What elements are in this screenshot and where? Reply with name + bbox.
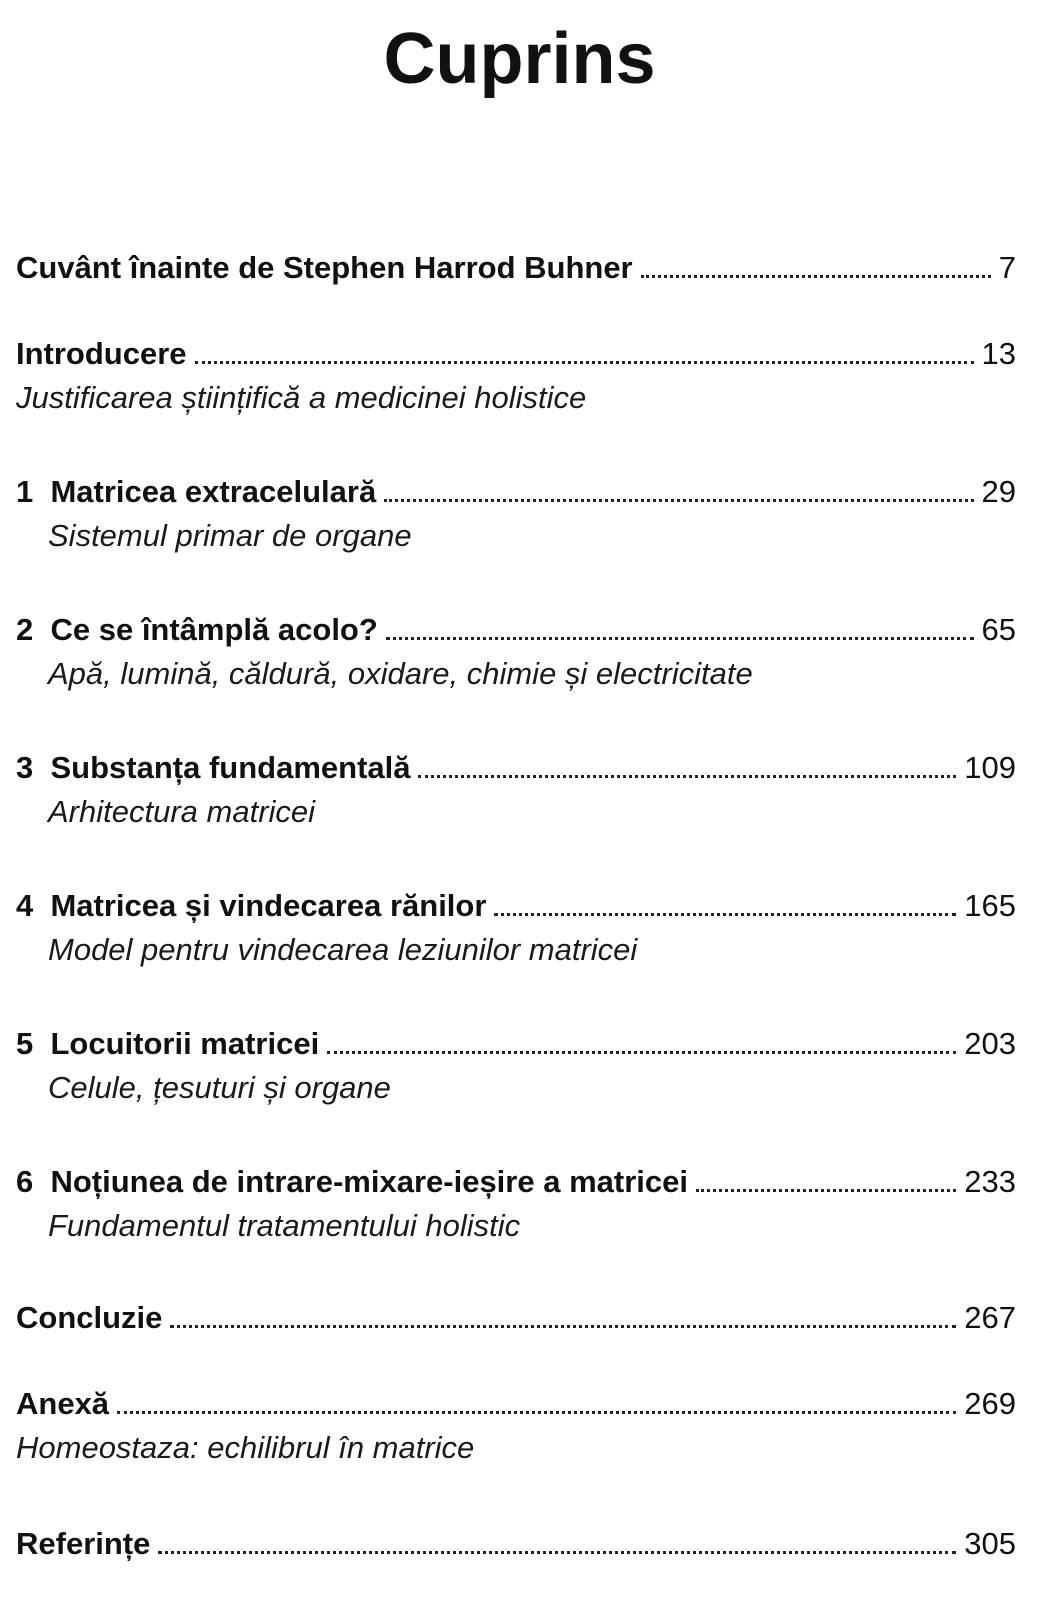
toc-entry-chapter-3[interactable] [16, 740, 1016, 786]
toc-page-number: 203 [964, 1026, 1016, 1061]
chapter-number: 5 [16, 1026, 34, 1061]
dot-leader [418, 772, 956, 778]
toc-entry-chapter-6[interactable] [16, 1154, 1016, 1200]
chapter-number: 4 [16, 888, 34, 923]
dot-leader [117, 1408, 956, 1414]
toc-entry-subtitle: Arhitectura matricei [48, 794, 316, 829]
toc-entry-chapter-4[interactable] [16, 878, 1016, 924]
toc-entry-label: Concluzie [16, 1300, 163, 1335]
toc-entry-label: Introducere [16, 336, 187, 371]
toc-page-number: 165 [964, 888, 1016, 923]
toc-entry-label: Cuvânt înainte de Stephen Harrod Buhner [16, 250, 633, 285]
dot-leader [170, 1322, 956, 1328]
toc-page-number: 13 [981, 336, 1016, 371]
toc-page-number: 29 [981, 474, 1016, 509]
toc-page-number: 109 [964, 750, 1016, 785]
dot-leader [384, 496, 973, 502]
toc-entry-label: Substanța fundamentală [50, 750, 411, 785]
chapter-number: 1 [16, 474, 34, 509]
dot-leader [158, 1548, 956, 1554]
toc-page-number: 65 [981, 612, 1016, 647]
toc-entry-subtitle: Sistemul primar de organe [48, 518, 412, 553]
dot-leader [696, 1186, 956, 1192]
toc-page-number: 233 [964, 1164, 1016, 1199]
toc-entry-chapter-5[interactable] [16, 1016, 1016, 1062]
toc-entry-introduction[interactable] [16, 326, 1016, 372]
toc-entry-appendix[interactable] [16, 1376, 1016, 1422]
toc-entry-foreword[interactable] [16, 240, 1016, 286]
toc-entry-subtitle: Model pentru vindecarea leziunilor matricei [48, 932, 638, 967]
chapter-number: 3 [16, 750, 34, 785]
dot-leader [195, 358, 974, 364]
toc-entry-label: Ce se întâmplă acolo? [50, 612, 378, 647]
dot-leader [386, 634, 974, 640]
dot-leader [641, 272, 991, 278]
dot-leader [327, 1048, 956, 1054]
toc-entry-subtitle: Justificarea științifică a medicinei holistice [16, 380, 587, 415]
toc-entry-label: Noțiunea de intrare-mixare-ieșire a matricei [50, 1164, 688, 1199]
toc-entry-conclusion[interactable] [16, 1290, 1016, 1336]
toc-entry-label: Matricea și vindecarea rănilor [50, 888, 487, 923]
toc-entry-subtitle: Celule, țesuturi și organe [48, 1070, 391, 1105]
toc-entry-subtitle: Apă, lumină, căldură, oxidare, chimie și electricitate [48, 656, 753, 691]
toc-entry-label: Locuitorii matricei [50, 1026, 320, 1061]
toc-entry-label: Referințe [16, 1526, 151, 1561]
page-title: Cuprins [383, 19, 656, 99]
toc-page-number: 305 [964, 1526, 1016, 1561]
toc-page-number: 269 [964, 1386, 1016, 1421]
toc-page-number: 7 [998, 250, 1016, 285]
dot-leader [494, 910, 956, 916]
toc-entry-subtitle: Homeostaza: echilibrul în matrice [16, 1430, 475, 1465]
chapter-number: 2 [16, 612, 34, 647]
toc-entry-label: Anexă [16, 1386, 110, 1421]
toc-entry-label: Matricea extracelulară [50, 474, 377, 509]
chapter-number: 6 [16, 1164, 34, 1199]
toc-entry-chapter-2[interactable] [16, 602, 1016, 648]
toc-page-number: 267 [964, 1300, 1016, 1335]
toc-entry-chapter-1[interactable] [16, 464, 1016, 510]
toc-entry-subtitle: Fundamentul tratamentului holistic [48, 1208, 521, 1243]
toc-entry-references[interactable] [16, 1516, 1016, 1562]
